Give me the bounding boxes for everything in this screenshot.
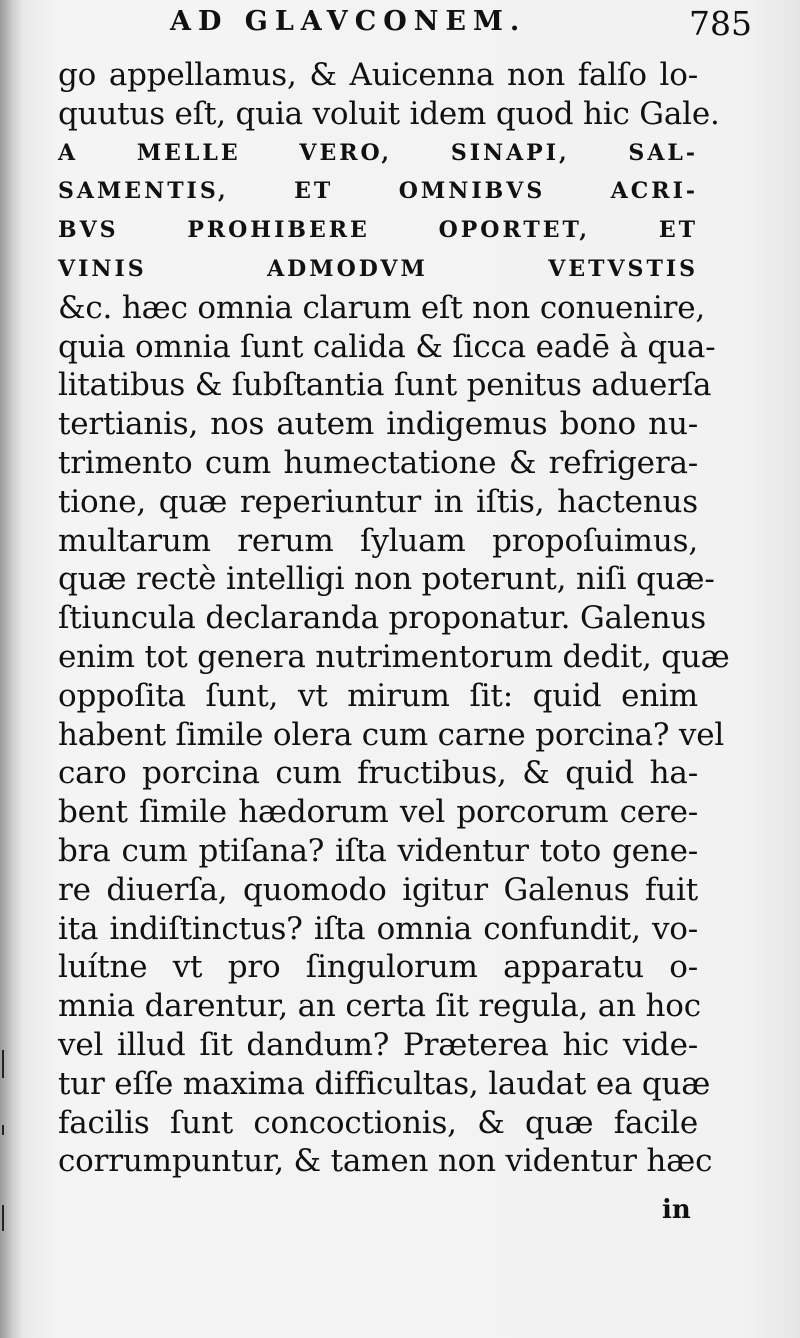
text-line: BVS PROHIBERE OPORTET, ET bbox=[58, 217, 698, 244]
text-line: A MELLE VERO, SINAPI, SAL- bbox=[58, 139, 698, 166]
text-line: litatibus & ſubſtantia ſunt penitus aduerſa bbox=[58, 367, 712, 404]
text-line: tertianis, nos autem indigemus bono nu- bbox=[58, 406, 698, 443]
text-line: tione, quæ reperiuntur in iſtis, hactenus bbox=[58, 483, 698, 520]
binding-gutter bbox=[0, 0, 22, 1338]
text-line: SAMENTIS, ET OMNIBVS ACRI- bbox=[58, 178, 698, 205]
text-line: VINIS ADMODVM VETVSTIS bbox=[58, 255, 698, 282]
text-line: bra cum ptiſana? iſta videntur toto gene- bbox=[58, 832, 698, 869]
text-line: multarum rerum ſyluam propoſuimus, bbox=[58, 522, 698, 559]
text-line: ſtiuncula declaranda proponatur. Galenus bbox=[58, 600, 706, 637]
text-line: trimento cum humectatione & refrigera- bbox=[58, 444, 698, 481]
text-line: quæ rectè intelligi non poterunt, niſi quæ- bbox=[58, 561, 715, 598]
text-block bbox=[58, 56, 730, 1181]
text-line: habent ſimile olera cum carne porcina? vel bbox=[58, 716, 725, 753]
text-line: bent ſimile hædorum vel porcorum cere- bbox=[58, 794, 698, 831]
text-line: enim tot genera nutrimentorum dedit, quæ bbox=[58, 638, 730, 675]
text-line: &c. hæc omnia clarum eſt non conuenire, bbox=[58, 289, 706, 326]
text-line: luítne vt pro ſingulorum apparatu o- bbox=[58, 949, 698, 986]
text-line: corrumpuntur, & tamen non videntur hæc bbox=[58, 1143, 713, 1180]
text-line: tur eſſe maxima difficultas, laudat ea quæ bbox=[58, 1065, 711, 1102]
text-line: quia omnia ſunt calida & ſicca eadē à qua- bbox=[58, 328, 716, 365]
catchword: in bbox=[662, 1195, 691, 1225]
running-head bbox=[60, 4, 752, 44]
text-line: vel illud ſit dandum? Præterea hic vide- bbox=[58, 1026, 698, 1063]
text-line: go appellamus, & Auicenna non falſo lo- bbox=[58, 57, 698, 93]
text-line: quutus eſt, quia voluit idem quod hic Gale. bbox=[58, 95, 720, 132]
text-line: oppoſita ſunt, vt mirum ſit: quid enim bbox=[58, 677, 698, 714]
page-number: 785 bbox=[689, 4, 752, 43]
text-line: facilis ſunt concoctionis, & quæ facile bbox=[58, 1104, 698, 1141]
text-line: re diuerſa, quomodo igitur Galenus fuit bbox=[58, 871, 698, 908]
text-line: mnia darentur, an certa ſit regula, an hoc bbox=[58, 988, 701, 1025]
text-line: caro porcina cum fructibus, & quid ha- bbox=[58, 755, 698, 792]
text-line: ita indiſtinctus? iſta omnia confundit, vo- bbox=[58, 910, 698, 947]
running-title: AD GLAVCONEM. bbox=[170, 6, 527, 37]
